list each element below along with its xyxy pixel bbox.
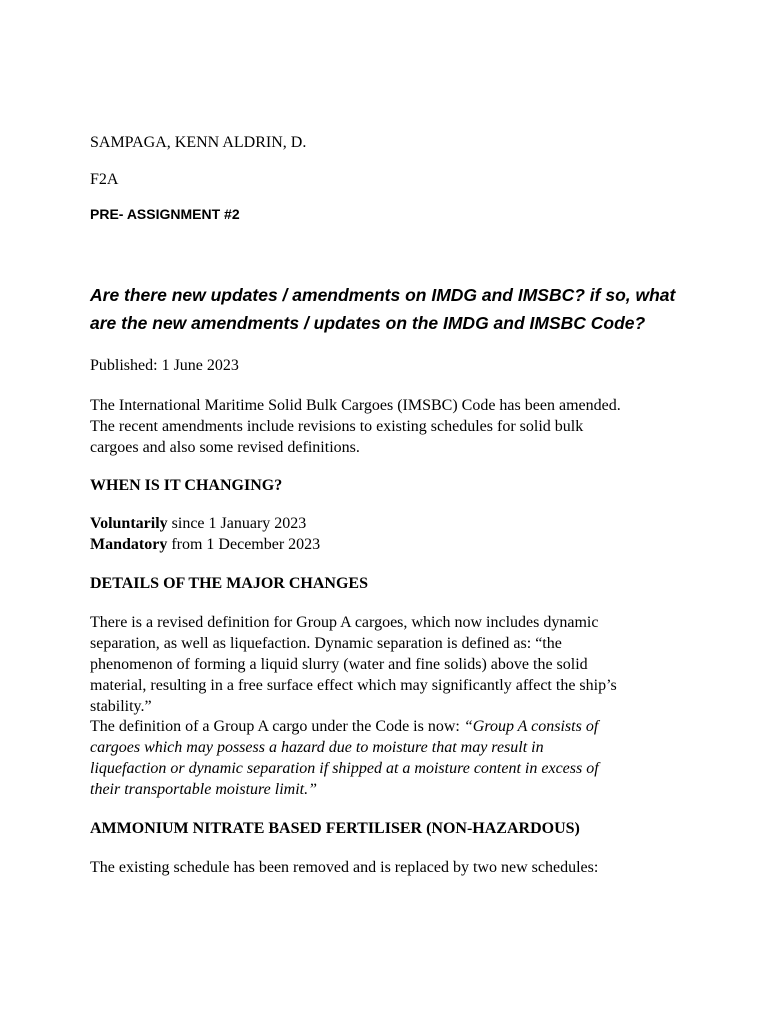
group-a-line: separation, as well as liquefaction. Dynamic separation is defined as: “the [90, 635, 562, 652]
definition-quote: “Group A consists of [463, 718, 599, 735]
ammonium-heading: AMMONIUM NITRATE BASED FERTILISER (NON-HAZARDOUS) [90, 820, 580, 837]
definition-line [90, 716, 670, 737]
details-heading: DETAILS OF THE MAJOR CHANGES [90, 575, 368, 592]
assignment-question [90, 281, 690, 337]
group-a-line: phenomenon of forming a liquid slurry (water and fine solids) above the solid [90, 656, 588, 673]
published-date: Published: 1 June 2023 [90, 357, 239, 374]
definition-quote-line: cargoes which may possess a hazard due to moisture that may result in [90, 739, 544, 756]
mandatory-date: from 1 December 2023 [167, 536, 321, 553]
mandatory-line [90, 534, 690, 555]
assignment-title: PRE- ASSIGNMENT #2 [90, 206, 240, 222]
group-a-line: material, resulting in a free surface effect which may significantly affect the ship’s [90, 677, 617, 694]
group-a-paragraph [90, 612, 670, 717]
voluntary-date: since 1 January 2023 [167, 515, 307, 532]
group-a-line: stability.” [90, 698, 152, 715]
section-code: F2A [90, 171, 119, 188]
voluntary-label: Voluntarily [90, 515, 168, 532]
intro-line: cargoes and also some revised definitions. [90, 439, 360, 456]
question-line: Are there new updates / amendments on IMDG and IMSBC? if so, what [90, 285, 676, 305]
intro-paragraph [90, 395, 690, 458]
author-name: SAMPAGA, KENN ALDRIN, D. [90, 134, 307, 151]
group-a-line: There is a revised definition for Group A cargoes, which now includes dynamic [90, 614, 599, 631]
intro-line: The International Maritime Solid Bulk Cargoes (IMSBC) Code has been amended. [90, 397, 621, 414]
mandatory-label: Mandatory [90, 536, 168, 553]
definition-paragraph [90, 716, 670, 800]
schedule-paragraph: The existing schedule has been removed and is replaced by two new schedules: [90, 859, 599, 876]
question-line: are the new amendments / updates on the IMDG and IMSBC Code? [90, 313, 646, 333]
intro-line: The recent amendments include revisions to existing schedules for solid bulk [90, 418, 584, 435]
when-heading: WHEN IS IT CHANGING? [90, 477, 283, 494]
definition-lead: The definition of a Group A cargo under the Code is now: [90, 718, 464, 735]
definition-quote-line: liquefaction or dynamic separation if shipped at a moisture content in excess of [90, 760, 599, 777]
definition-quote-line: their transportable moisture limit.” [90, 781, 317, 798]
voluntary-line [90, 513, 690, 534]
